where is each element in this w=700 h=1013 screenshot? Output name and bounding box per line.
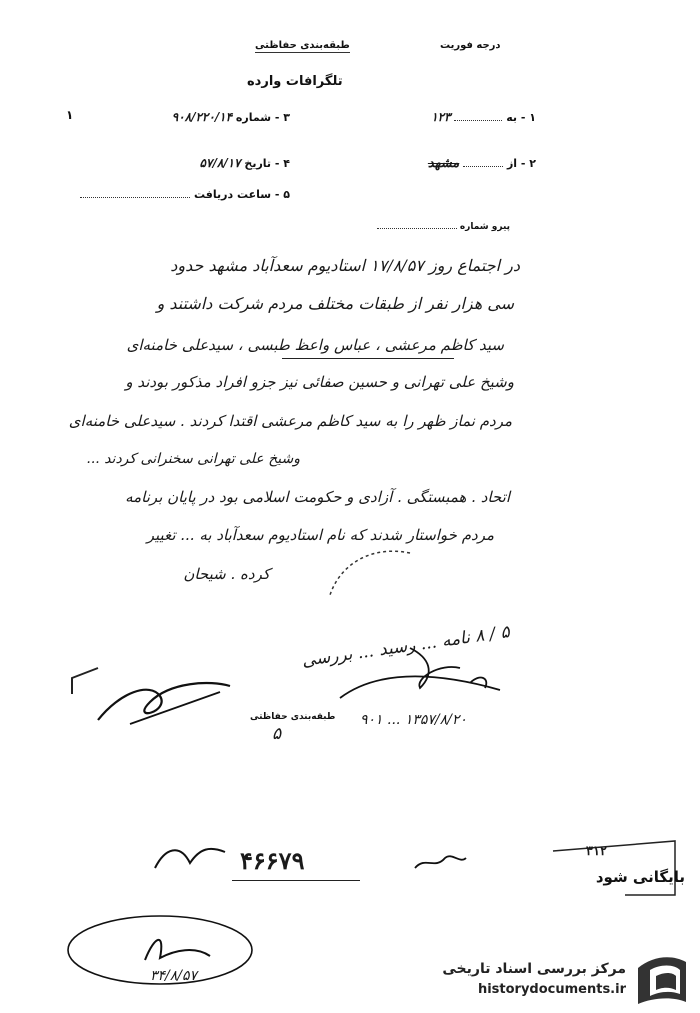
date-value: ۵۷/۸/۱۷ <box>199 156 241 170</box>
body-line-1: در اجتماع روز ۱۷/۸/۵۷ استادیوم سعدآباد مشهد حدود <box>170 256 520 275</box>
bottom-signature-date: ۳۴/۸/۵۷ <box>150 968 198 984</box>
signature-right <box>320 628 520 718</box>
body-line-5: مردم نماز ظهر را به سید کاظم مرعشی اقتدا کردند . سیدعلی خامنه‌ای <box>68 412 512 430</box>
time-field <box>70 188 290 201</box>
stamp-number: ۱۳۵۷/۸/۲۰ ... ۹۰۱ <box>360 712 467 728</box>
from-field <box>376 156 536 171</box>
footer-classification-label: طبقه‌بندی حفاظتی <box>250 712 336 722</box>
dashed-arc <box>300 535 420 615</box>
number-value: ۹۰۸/۲۲۰/۱۴ <box>171 110 233 124</box>
footer-class-handwritten: ۵ <box>272 724 282 744</box>
ref-field <box>360 219 510 232</box>
date-field <box>70 156 290 170</box>
bottom-signature <box>60 910 260 1010</box>
date-label: ۴ - تاریخ <box>244 157 290 170</box>
document-title: تلگرافات وارده <box>247 74 343 89</box>
number-label: ۳ - شماره <box>235 111 290 124</box>
marginal-note: ۵ / ۸ نامه ... رسید ... بررسی <box>300 622 512 672</box>
body-line-6: وشیخ علی تهرانی سخنرانی کردند ... <box>86 451 300 467</box>
page-number: ۳۱۲ <box>586 844 607 859</box>
watermark-logo <box>632 950 692 1006</box>
number-field <box>70 110 290 124</box>
body-line-7: اتحاد . همبستگی . آزادی و حکومت اسلامی بود در پایان برنامه <box>125 488 510 506</box>
urgency-label: درجه فوریت <box>440 40 501 51</box>
body-line-4: وشیخ علی تهرانی و حسین صفائی نیز جزو افراد مذکور بودند و <box>125 373 514 391</box>
archive-underline <box>232 880 360 881</box>
to-dots <box>454 111 502 121</box>
archive-number: ۴۶۶۷۹ <box>240 846 305 875</box>
body-line-3: سید کاظم مرعشی ، عباس واعظ طبسی ، سیدعلی خامنه‌ای <box>126 336 504 354</box>
time-label: ۵ - ساعت دریافت <box>194 188 290 201</box>
watermark-url: historydocuments.ir <box>477 982 626 997</box>
to-label: ۱ - به <box>506 111 536 124</box>
classification-label: طبقه‌بندی حفاظتی <box>255 40 350 51</box>
body-line-8: مردم خواستار شدند که نام استادیوم سعدآباد به ... تغییر <box>146 526 494 544</box>
register-scribble <box>410 848 470 878</box>
to-value: ۱۲۳ <box>431 110 451 124</box>
signature-left <box>90 672 240 732</box>
from-label: ۲ - از <box>506 157 536 170</box>
archive-scribble <box>150 838 230 878</box>
page-mark: ۱ <box>66 108 74 122</box>
body-line-2: سی هزار نفر از طبقات مختلف مردم شرکت داشتند و <box>156 294 514 313</box>
ref-label: پیرو شماره <box>459 222 510 232</box>
time-dots <box>80 188 190 198</box>
from-dots <box>463 157 503 167</box>
from-value: مشهد <box>427 156 460 171</box>
to-field <box>376 110 536 124</box>
ref-dots <box>377 219 457 229</box>
body-underline <box>282 358 454 359</box>
body-line-9: کرده . شیحان <box>183 565 270 583</box>
watermark-name: مرکز بررسی اسناد تاریخی <box>442 961 626 977</box>
register-note: بایگانی شود <box>595 868 685 886</box>
